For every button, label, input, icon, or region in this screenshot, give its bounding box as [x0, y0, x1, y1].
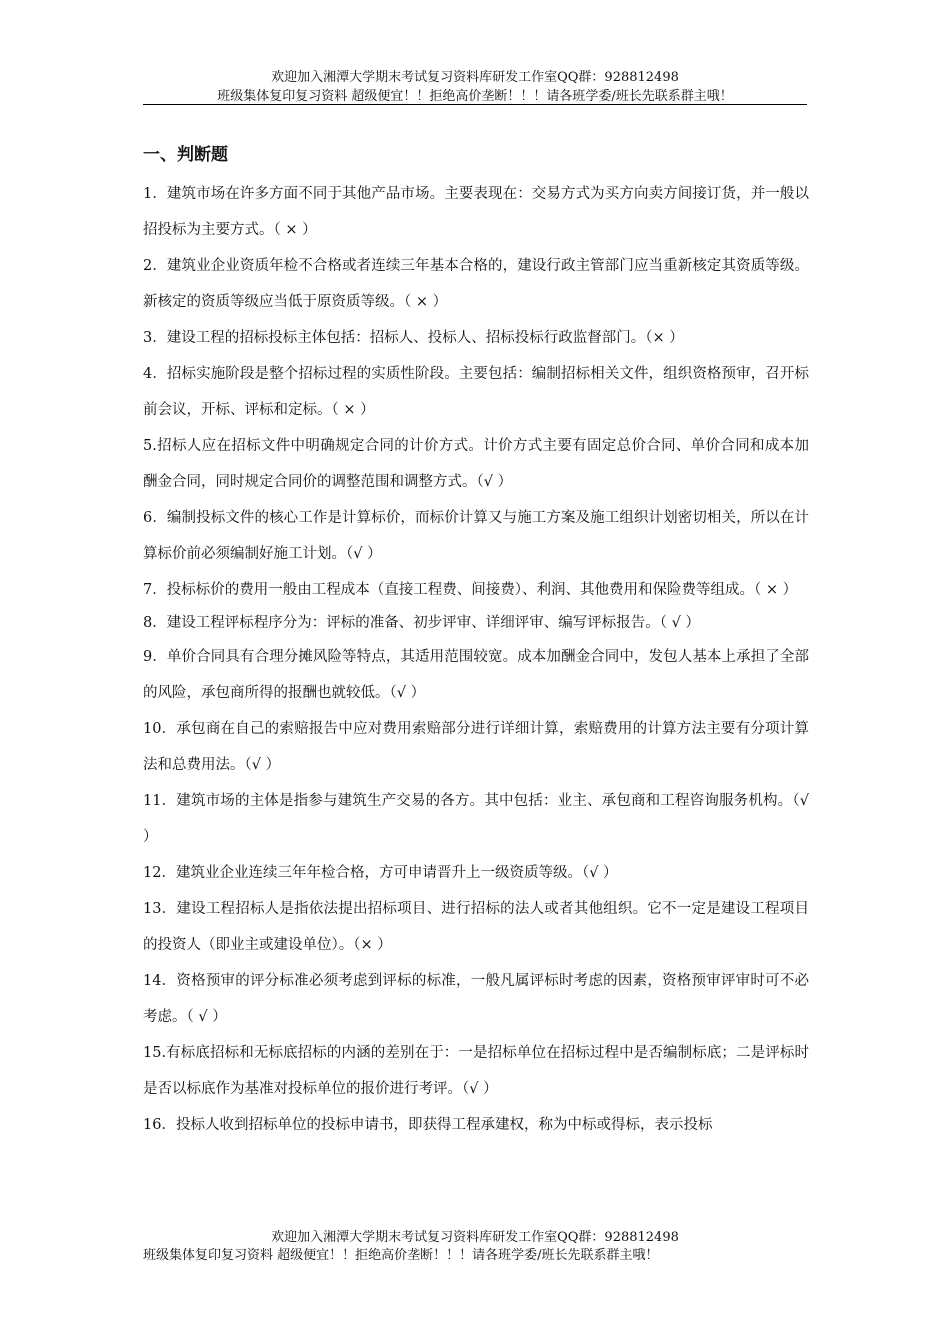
question-7: 7．投标标价的费用一般由工程成本（直接工程费、间接费）、利润、其他费用和保险费等组成。（ × ） — [143, 582, 798, 598]
question-4: 4．招标实施阶段是整个招标过程的实质性阶段。主要包括：编制招标相关文件，组织资格预审，召开标前会议，开标、评标和定标。（ × ） — [143, 366, 809, 418]
question-3: 3．建设工程的招标投标主体包括：招标人、投标人、招标投标行政监督部门。（× ） — [143, 330, 684, 346]
question-1: 1．建筑市场在许多方面不同于其他产品市场。主要表现在：交易方式为买方向卖方间接订货，并一般以招投标为主要方式。（ × ） — [143, 186, 809, 238]
question-2: 2．建筑业企业资质年检不合格或者连续三年基本合格的，建设行政主管部门应当重新核定其资质等级。新核定的资质等级应当低于原资质等级。（ × ） — [143, 258, 809, 310]
question-12: 12．建筑业企业连续三年年检合格，方可申请晋升上一级资质等级。（√ ） — [143, 865, 618, 881]
question-list — [143, 176, 809, 1143]
header-line-1: 欢迎加入湘潭大学期末考试复习资料库研发工作室QQ群：928812498 — [271, 70, 679, 85]
header-divider — [143, 104, 807, 105]
section-title: 一、判断题 — [143, 145, 228, 165]
question-5: 5.招标人应在招标文件中明确规定合同的计价方式。计价方式主要有固定总价合同、单价合同和成本加酬金合同，同时规定合同价的调整范围和调整方式。（√ ） — [143, 438, 809, 490]
question-16: 16．投标人收到招标单位的投标申请书，即获得工程承建权，称为中标或得标，表示投标 — [143, 1117, 713, 1133]
question-10: 10．承包商在自己的索赔报告中应对费用索赔部分进行详细计算，索赔费用的计算方法主要有分项计算法和总费用法。（√ ） — [143, 721, 809, 773]
question-15: 15.有标底招标和无标底招标的内涵的差别在于：一是招标单位在招标过程中是否编制标底；二是评标时是否以标底作为基准对投标单位的报价进行考评。（√ ） — [143, 1045, 809, 1097]
footer-line-2: 班级集体复印复习资料 超级便宜！！拒绝高价垄断！！！请各班学委/班长先联系群主哦！ — [143, 1248, 659, 1263]
page-header — [143, 68, 807, 106]
question-9: 9．单价合同具有合理分摊风险等特点，其适用范围较宽。成本加酬金合同中，发包人基本上承担了全部的风险，承包商所得的报酬也就较低。（√ ） — [143, 649, 809, 701]
page-footer — [143, 1229, 807, 1265]
question-6: 6．编制投标文件的核心工作是计算标价，而标价计算又与施工方案及施工组织计划密切相关，所以在计算标价前必须编制好施工计划。（√ ） — [143, 510, 809, 562]
question-14: 14．资格预审的评分标准必须考虑到评标的标准，一般凡属评标时考虑的因素，资格预审评审时可不必考虑。（ √ ） — [143, 973, 809, 1025]
question-11: 11．建筑市场的主体是指参与建筑生产交易的各方。其中包括：业主、承包商和工程咨询服务机构。（√ ） — [143, 793, 809, 845]
header-line-2: 班级集体复印复习资料 超级便宜！！拒绝高价垄断！！！请各班学委/班长先联系群主哦！ — [217, 89, 733, 104]
question-8: 8．建设工程评标程序分为：评标的准备、初步评审、详细评审、编写评标报告。（ √ ） — [143, 615, 700, 631]
footer-line-1: 欢迎加入湘潭大学期末考试复习资料库研发工作室QQ群：928812498 — [271, 1230, 679, 1245]
question-13: 13．建设工程招标人是指依法提出招标项目、进行招标的法人或者其他组织。它不一定是建设工程项目的投资人（即业主或建设单位）。（× ） — [143, 901, 809, 953]
